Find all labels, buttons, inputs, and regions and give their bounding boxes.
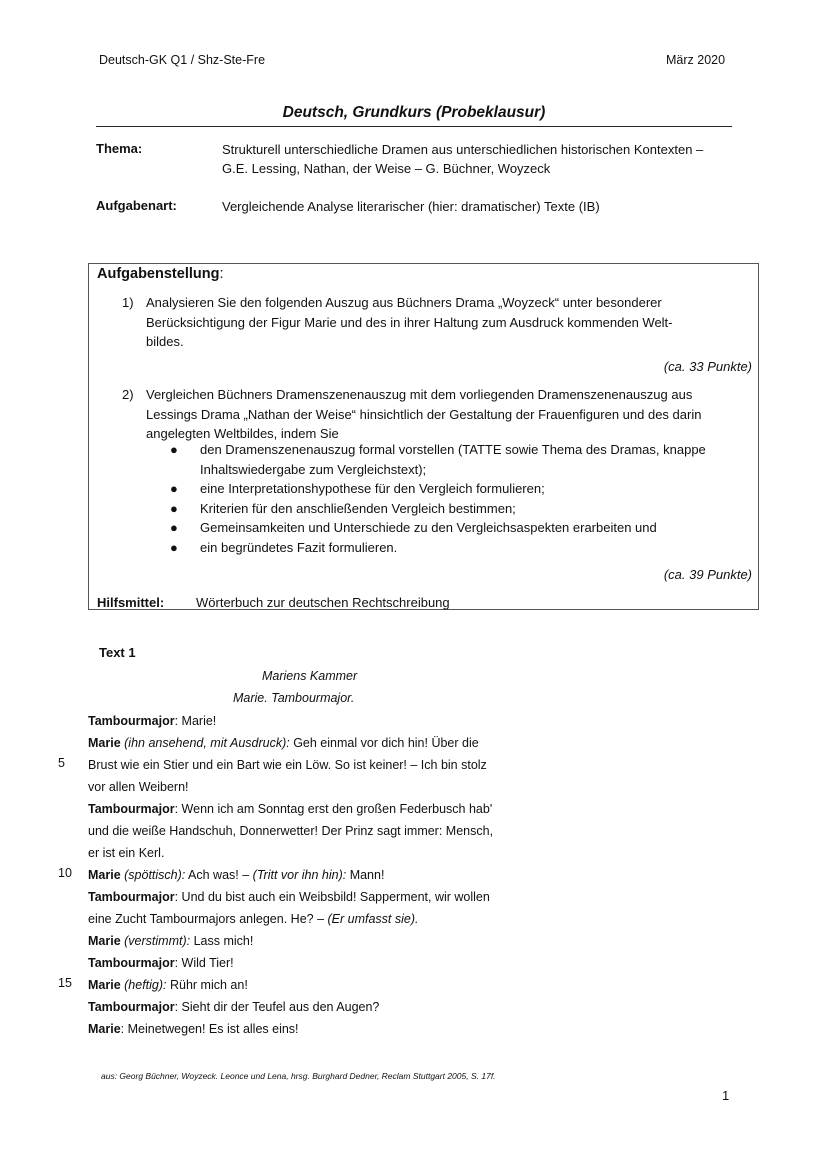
list-item: ● Kriterien für den anschließenden Vergleich bestimmen; (170, 499, 750, 519)
text-1-heading: Text 1 (99, 645, 136, 660)
task-2-bullet-list (170, 440, 750, 557)
task-2-line: Vergleichen Büchners Dramenszenenauszug mit dem vorliegenden Dramenszenenauszug aus (146, 387, 693, 402)
title-rule (96, 126, 732, 127)
dialogue-line: Tambourmajor: Wild Tier! (88, 956, 234, 970)
list-item: ● den Dramenszenenauszug formal vorstellen (TATTE sowie Thema des Dramas, knappe (170, 440, 750, 460)
list-item-continuation: Inhaltswiedergabe zum Vergleichstext); (200, 461, 427, 477)
line-number: 15 (58, 976, 72, 990)
dialogue-line: Marie (heftig): Rühr mich an! (88, 978, 248, 992)
task-2-text (146, 385, 746, 444)
aufgabenart-label: Aufgabenart: (96, 198, 177, 213)
bullet-icon: ● (170, 539, 178, 555)
dialogue-line: Marie (ihn ansehend, mit Ausdruck): Geh einmal vor dich hin! Über die (88, 736, 479, 750)
hilfsmittel-value: Wörterbuch zur deutschen Rechtschreibung (196, 595, 450, 610)
task-box-heading: Aufgabenstellung: (97, 266, 224, 282)
thema-line-1: Strukturell unterschiedliche Dramen aus unterschiedlichen historischen Kontexten – (222, 142, 704, 157)
bullet-icon: ● (170, 481, 178, 496)
task-1-number: 1) (122, 295, 134, 310)
dialogue-line: und die weiße Handschuh, Donnerwetter! Der Prinz sagt immer: Mensch, (88, 824, 494, 838)
thema-label: Thema: (96, 141, 143, 156)
dialogue-line: vor allen Weibern! (88, 780, 189, 794)
hilfsmittel-label: Hilfsmittel: (97, 595, 165, 610)
page-title: Deutsch, Grundkurs (Probeklausur) (282, 104, 546, 121)
header-right: März 2020 (666, 53, 726, 67)
dialogue-line: Tambourmajor: Wenn ich am Sonntag erst den großen Federbusch hab' (88, 802, 493, 816)
thema-value (222, 140, 742, 178)
dialogue-line: Tambourmajor: Marie! (88, 714, 217, 728)
source-citation: aus: Georg Büchner, Woyzeck. Leonce und Lena, hrsg. Burghard Dedner, Reclam Stuttgart 2005, S. 17f. (101, 1071, 496, 1081)
dialogue-line: Tambourmajor: Und du bist auch ein Weibsbild! Sapperment, wir wollen (88, 890, 490, 904)
dialogue-line: Marie (spöttisch): Ach was! – (Tritt vor ihn hin): Mann! (88, 868, 385, 882)
dialogue-line: Tambourmajor: Sieht dir der Teufel aus den Augen? (88, 1000, 380, 1014)
scene-title: Mariens Kammer (262, 669, 358, 683)
thema-line-2: G.E. Lessing, Nathan, der Weise – G. Büchner, Woyzeck (222, 161, 551, 176)
task-1-line: Analysieren Sie den folgenden Auszug aus Büchners Drama „Woyzeck“ unter besonderer (146, 295, 662, 310)
bullet-icon: ● (170, 442, 178, 457)
task-2-points: (ca. 39 Punkte) (663, 567, 752, 582)
dialogue-line: Marie: Meinetwegen! Es ist alles eins! (88, 1022, 299, 1036)
task-1-line: Berücksichtigung der Figur Marie und des in ihrer Haltung zum Ausdruck kommenden Welt- (146, 314, 673, 330)
line-number: 10 (58, 866, 72, 880)
task-2-line: Lessings Drama „Nathan der Weise“ hinsichtlich der Gestaltung der Frauenfiguren und des darin (146, 406, 702, 422)
dialogue-line: Marie (verstimmt): Lass mich! (88, 934, 254, 948)
task-1-points: (ca. 33 Punkte) (663, 359, 752, 374)
task-1-line: bildes. (146, 334, 184, 349)
dialogue-line: Brust wie ein Stier und ein Bart wie ein Löw. So ist keiner! – Ich bin stolz (88, 758, 487, 772)
aufgabenart-value: Vergleichende Analyse literarischer (hier: dramatischer) Texte (IB) (222, 199, 600, 214)
task-2-number: 2) (122, 387, 134, 402)
header-left: Deutsch-GK Q1 / Shz-Ste-Fre (99, 53, 266, 67)
task-1-text (146, 293, 746, 352)
page-number: 1 (722, 1088, 730, 1103)
list-item: ● ein begründetes Fazit formulieren. (170, 538, 750, 558)
list-item: ● eine Interpretationshypothese für den Vergleich formulieren; (170, 479, 750, 499)
dialogue-line: er ist ein Kerl. (88, 846, 165, 860)
bullet-icon: ● (170, 520, 178, 535)
scene-persons: Marie. Tambourmajor. (233, 691, 355, 705)
line-number: 5 (58, 756, 65, 770)
task-2-line: angelegten Weltbildes, indem Sie (146, 426, 339, 441)
bullet-icon: ● (170, 500, 178, 516)
list-item: ● Gemeinsamkeiten und Unterschiede zu den Vergleichsaspekten erarbeiten und (170, 518, 750, 538)
dialogue-line: eine Zucht Tambourmajors anlegen. He? – (Er umfasst sie). (88, 912, 419, 926)
